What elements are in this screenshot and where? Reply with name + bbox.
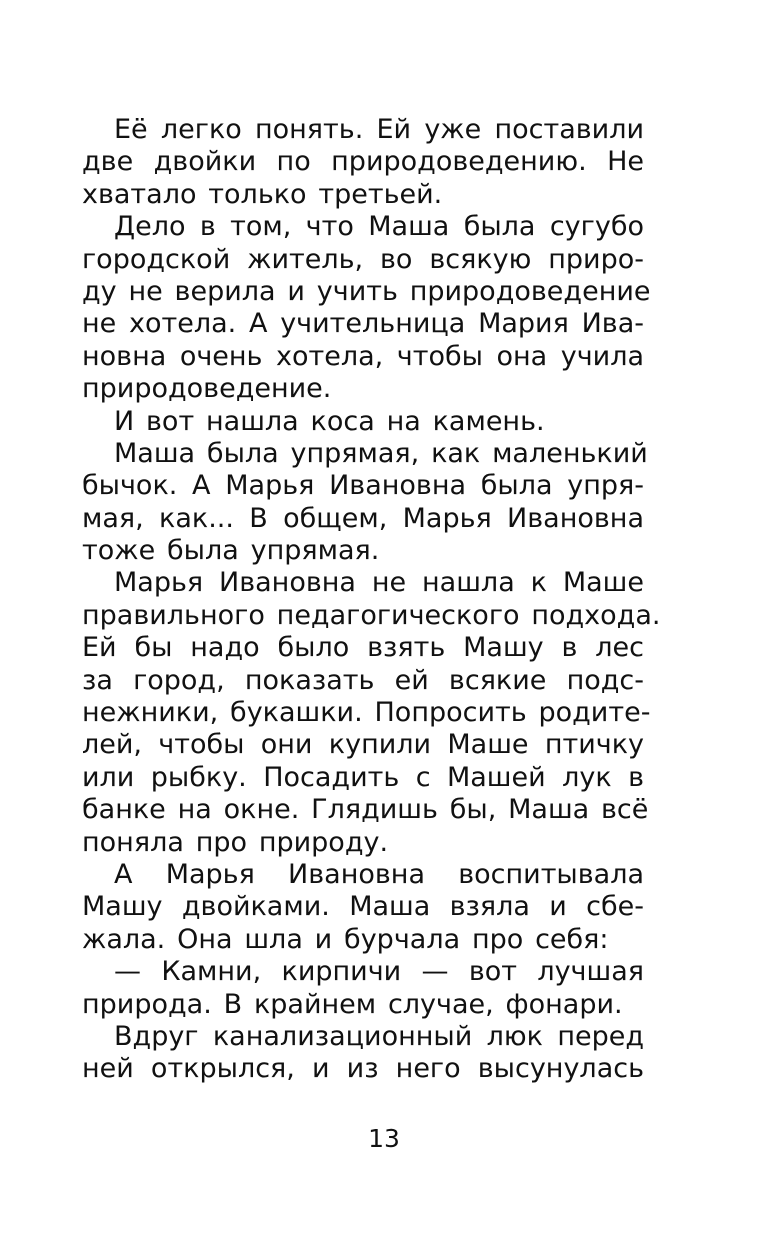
text-line: Её легко понять. Ей уже поставили [114, 114, 644, 145]
text-line: за город, показать ей всякие подс- [82, 664, 644, 696]
text-line: не хотела. А учительница Мария Ива- [82, 308, 644, 340]
text-line: новна очень хотела, чтобы она учила [82, 340, 644, 372]
paragraph-2 [82, 211, 651, 405]
text-line: Марья Ивановна не нашла к Маше [114, 567, 644, 599]
text-line: Маша была упрямая, как маленький [114, 437, 648, 469]
paragraph-6 [82, 859, 644, 956]
text-line: две двойки по природоведению. Не [82, 146, 644, 178]
text-line: правильного педагогического подхода. [82, 599, 661, 631]
text-line: — Камни, кирпичи — вот лучшая [114, 956, 644, 988]
text-line: А Марья Ивановна воспитывала [114, 858, 644, 890]
paragraph-5 [82, 567, 661, 859]
paragraph-7-dialogue [82, 956, 644, 1021]
text-line: или рыбку. Посадить с Машей лук в [82, 761, 644, 793]
text-line: поняла про природу. [82, 826, 389, 858]
text-line: природоведение. [82, 373, 332, 405]
text-line: Ей бы надо было взять Машу в лес [82, 632, 644, 664]
text-line: тоже была упрямая. [82, 535, 380, 567]
text-line: бычок. А Марья Ивановна была упря- [82, 470, 644, 502]
text-line: Машу двойками. Маша взяла и сбе- [82, 891, 644, 923]
text-line: Дело в том, что Маша была сугубо [114, 211, 644, 243]
text-line: нежники, букашки. Попросить родите- [82, 697, 651, 729]
paragraph-3 [82, 406, 644, 438]
paragraph-4 [82, 437, 648, 568]
text-line: жала. Она шла и бурчала про себя: [82, 923, 609, 955]
text-line: банке на окне. Глядишь бы, Маша всё [82, 794, 649, 826]
page-number: 13 [368, 1124, 400, 1153]
text-line: ду не верила и учить природоведение [82, 275, 651, 307]
text-line: ней открылся, и из него высунулась [82, 1053, 644, 1085]
text-line: хватало только третьей. [82, 178, 443, 210]
paragraph-8 [82, 1021, 644, 1086]
text-line: мая, как... В общем, Марья Ивановна [82, 502, 644, 534]
text-line: природа. В крайнем случае, фонари. [82, 988, 623, 1020]
text-line: Вдруг канализационный люк перед [114, 1020, 644, 1052]
text-line: городской житель, во всякую приро- [82, 243, 644, 275]
paragraph-1 [82, 114, 644, 211]
book-page-text [82, 114, 661, 1086]
text-line: лей, чтобы они купили Маше птичку [82, 729, 644, 761]
text-line: И вот нашла коса на камень. [114, 405, 545, 437]
